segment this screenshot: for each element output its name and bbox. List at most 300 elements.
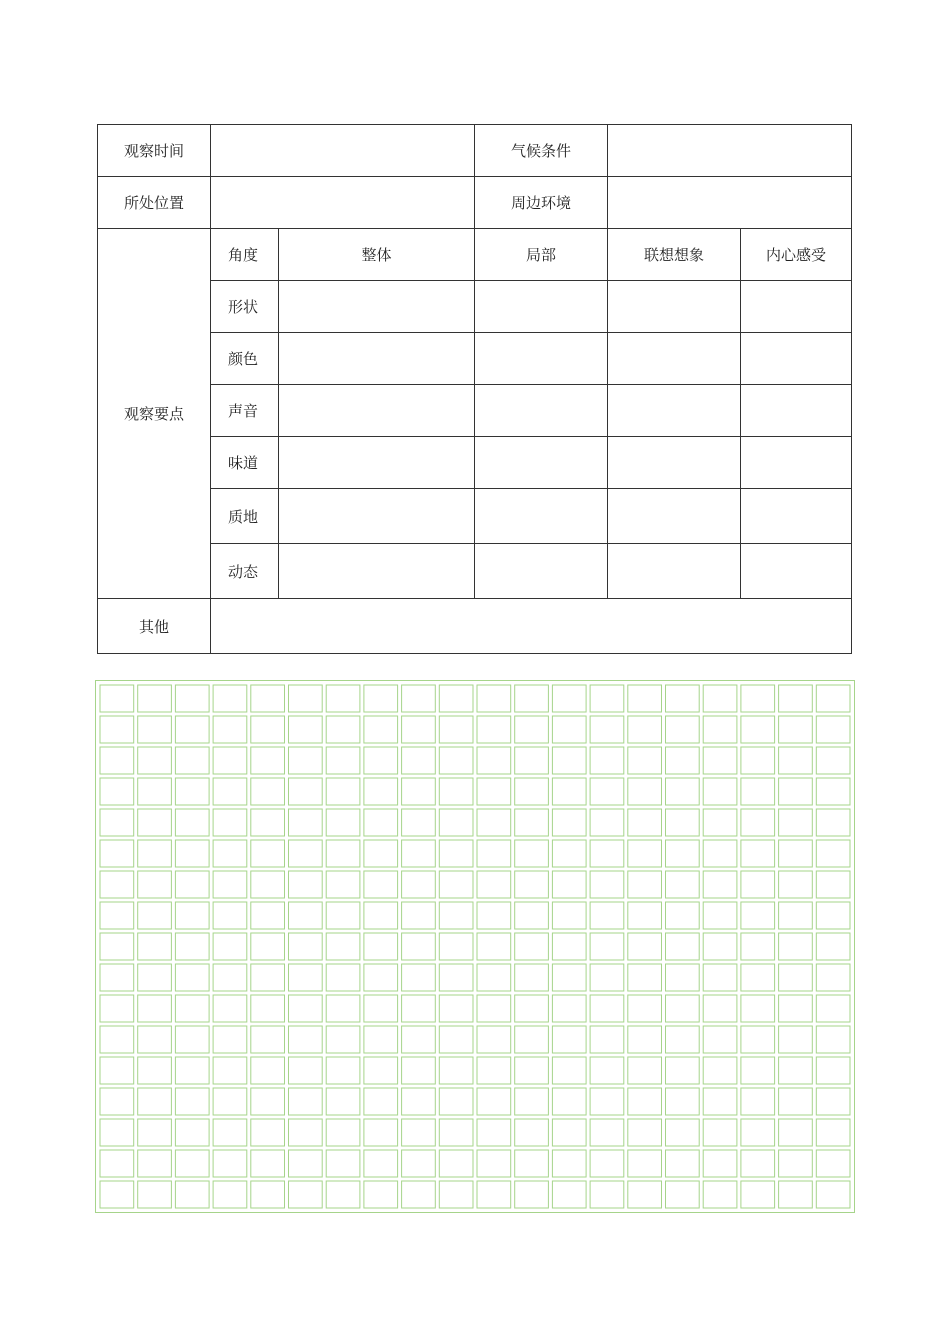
grid-cell — [741, 778, 775, 805]
grid-cell — [175, 1026, 209, 1053]
grid-cell — [213, 902, 247, 929]
writing-grid-paper[interactable] — [95, 680, 855, 1213]
grid-cell — [175, 933, 209, 960]
grid-cell — [213, 778, 247, 805]
grid-cell — [364, 1181, 398, 1208]
grid-cell — [251, 964, 285, 991]
grid-cell — [326, 1026, 360, 1053]
grid-cell — [402, 995, 436, 1022]
grid-cell — [175, 1057, 209, 1084]
grid-cell — [703, 871, 737, 898]
grid-cell — [703, 902, 737, 929]
grid-cell — [439, 1150, 473, 1177]
grid-cell — [439, 716, 473, 743]
grid-cell — [515, 995, 549, 1022]
grid-cell — [175, 995, 209, 1022]
motion-overall-cell[interactable] — [279, 544, 475, 599]
grid-cell — [138, 1181, 172, 1208]
color-label: 颜色 — [211, 333, 279, 385]
grid-cell — [289, 809, 323, 836]
grid-cell — [289, 778, 323, 805]
grid-cell — [326, 685, 360, 712]
grid-cell — [251, 747, 285, 774]
surroundings-field[interactable] — [608, 177, 852, 229]
grid-cell — [628, 1119, 662, 1146]
grid-cell — [138, 685, 172, 712]
other-field[interactable] — [211, 599, 852, 654]
grid-cell — [213, 1057, 247, 1084]
grid-cell — [816, 902, 850, 929]
grid-cell — [703, 933, 737, 960]
grid-cell — [364, 747, 398, 774]
grid-cell — [590, 809, 624, 836]
texture-imagination-cell[interactable] — [608, 489, 741, 544]
grid-cell — [703, 1026, 737, 1053]
grid-cell — [552, 995, 586, 1022]
grid-cell — [402, 1088, 436, 1115]
grid-cell — [402, 964, 436, 991]
grid-cell — [138, 1026, 172, 1053]
grid-cell — [779, 809, 813, 836]
grid-cell — [703, 1119, 737, 1146]
grid-cell — [213, 747, 247, 774]
grid-cell — [251, 778, 285, 805]
grid-cell — [741, 871, 775, 898]
grid-cell — [703, 747, 737, 774]
other-label: 其他 — [98, 599, 211, 654]
grid-cell — [628, 871, 662, 898]
grid-cell — [213, 964, 247, 991]
table-row — [98, 489, 852, 544]
grid-cell — [477, 995, 511, 1022]
grid-cell — [590, 1181, 624, 1208]
location-environment-row — [98, 177, 852, 229]
motion-feelings-cell[interactable] — [741, 544, 852, 599]
grid-cell — [439, 778, 473, 805]
grid-cell — [552, 809, 586, 836]
grid-cell — [175, 778, 209, 805]
grid-cell — [477, 1026, 511, 1053]
grid-cell — [213, 1026, 247, 1053]
grid-cell — [590, 995, 624, 1022]
grid-cell — [703, 716, 737, 743]
grid-cell — [515, 1181, 549, 1208]
grid-cell — [326, 1181, 360, 1208]
grid-cell — [289, 1026, 323, 1053]
grid-cell — [213, 1150, 247, 1177]
grid-cell — [175, 1119, 209, 1146]
grid-cell — [326, 995, 360, 1022]
grid-cell — [628, 1181, 662, 1208]
grid-cell — [590, 1057, 624, 1084]
grid-cell — [289, 716, 323, 743]
overall-header: 整体 — [279, 229, 475, 281]
grid-cell — [326, 1150, 360, 1177]
grid-cell — [175, 840, 209, 867]
grid-cell — [816, 778, 850, 805]
grid-cell — [779, 778, 813, 805]
grid-cell — [816, 685, 850, 712]
grid-cell — [251, 871, 285, 898]
location-label: 所处位置 — [98, 177, 211, 229]
taste-partial-cell[interactable] — [475, 437, 608, 489]
grid-cell — [213, 1119, 247, 1146]
grid-cell — [175, 685, 209, 712]
observation-record-table — [97, 124, 852, 654]
grid-cell — [138, 716, 172, 743]
grid-cell — [402, 685, 436, 712]
texture-label: 质地 — [211, 489, 279, 544]
grid-cell — [213, 933, 247, 960]
grid-cell — [703, 995, 737, 1022]
color-imagination-cell[interactable] — [608, 333, 741, 385]
grid-cell — [628, 809, 662, 836]
grid-cell — [816, 840, 850, 867]
grid-cell — [741, 902, 775, 929]
table-row — [98, 281, 852, 333]
grid-cell — [326, 871, 360, 898]
grid-cell — [175, 964, 209, 991]
taste-label: 味道 — [211, 437, 279, 489]
grid-cell — [289, 685, 323, 712]
angle-header: 角度 — [211, 229, 279, 281]
grid-cell — [100, 809, 134, 836]
shape-feelings-cell[interactable] — [741, 281, 852, 333]
grid-cell — [666, 840, 700, 867]
grid-cell — [515, 840, 549, 867]
grid-cell — [628, 716, 662, 743]
grid-cell — [175, 716, 209, 743]
grid-cell — [590, 685, 624, 712]
grid-cell — [703, 1150, 737, 1177]
grid-cell — [779, 747, 813, 774]
grid-cell — [741, 1119, 775, 1146]
motion-imagination-cell[interactable] — [608, 544, 741, 599]
sound-imagination-cell[interactable] — [608, 385, 741, 437]
grid-cell — [251, 1150, 285, 1177]
grid-cell — [100, 1057, 134, 1084]
grid-cell — [552, 871, 586, 898]
grid-cell — [703, 1088, 737, 1115]
grid-cell — [100, 902, 134, 929]
grid-cell — [779, 685, 813, 712]
grid-cell — [477, 778, 511, 805]
taste-feelings-cell[interactable] — [741, 437, 852, 489]
grid-cell — [816, 964, 850, 991]
grid-cell — [552, 685, 586, 712]
grid-cell — [816, 716, 850, 743]
grid-cell — [552, 716, 586, 743]
grid-cell — [552, 1119, 586, 1146]
grid-cell — [666, 1088, 700, 1115]
grid-cell — [590, 778, 624, 805]
grid-cell — [515, 964, 549, 991]
grid-cell — [439, 840, 473, 867]
grid-cell — [251, 933, 285, 960]
grid-cell — [552, 1150, 586, 1177]
grid-cell — [666, 964, 700, 991]
grid-cell — [590, 902, 624, 929]
observation-time-field[interactable] — [211, 125, 475, 177]
grid-cell — [138, 964, 172, 991]
grid-cell — [741, 685, 775, 712]
grid-cell — [439, 1026, 473, 1053]
grid-cell — [477, 1150, 511, 1177]
grid-cell — [741, 1088, 775, 1115]
grid-cell — [477, 871, 511, 898]
grid-cell — [402, 778, 436, 805]
grid-cell — [100, 933, 134, 960]
grid-cell — [289, 1088, 323, 1115]
writing-grid — [96, 681, 854, 1212]
grid-cell — [666, 1057, 700, 1084]
color-feelings-cell[interactable] — [741, 333, 852, 385]
grid-cell — [816, 871, 850, 898]
grid-cell — [666, 747, 700, 774]
grid-cell — [364, 778, 398, 805]
grid-cell — [402, 933, 436, 960]
grid-cell — [703, 964, 737, 991]
grid-cell — [100, 1150, 134, 1177]
grid-cell — [666, 995, 700, 1022]
grid-cell — [326, 1057, 360, 1084]
grid-cell — [364, 1088, 398, 1115]
grid-cell — [402, 716, 436, 743]
imagination-header: 联想想象 — [608, 229, 741, 281]
grid-cell — [439, 995, 473, 1022]
grid-cell — [816, 995, 850, 1022]
grid-cell — [590, 840, 624, 867]
grid-cell — [364, 1119, 398, 1146]
grid-cell — [402, 747, 436, 774]
grid-cell — [477, 840, 511, 867]
grid-cell — [816, 1119, 850, 1146]
grid-cell — [439, 902, 473, 929]
grid-cell — [477, 902, 511, 929]
grid-cell — [477, 716, 511, 743]
grid-cell — [100, 716, 134, 743]
grid-cell — [816, 747, 850, 774]
grid-cell — [364, 995, 398, 1022]
sound-partial-cell[interactable] — [475, 385, 608, 437]
sound-overall-cell[interactable] — [279, 385, 475, 437]
grid-cell — [213, 995, 247, 1022]
grid-cell — [515, 1119, 549, 1146]
grid-cell — [816, 809, 850, 836]
grid-cell — [477, 1119, 511, 1146]
texture-partial-cell[interactable] — [475, 489, 608, 544]
grid-cell — [741, 716, 775, 743]
grid-cell — [816, 1026, 850, 1053]
grid-cell — [816, 1088, 850, 1115]
grid-cell — [439, 685, 473, 712]
grid-cell — [213, 1181, 247, 1208]
grid-cell — [515, 902, 549, 929]
grid-cell — [628, 964, 662, 991]
grid-cell — [515, 1088, 549, 1115]
grid-cell — [779, 840, 813, 867]
grid-cell — [779, 1181, 813, 1208]
grid-cell — [402, 1119, 436, 1146]
grid-cell — [289, 1150, 323, 1177]
shape-imagination-cell[interactable] — [608, 281, 741, 333]
grid-cell — [515, 685, 549, 712]
shape-partial-cell[interactable] — [475, 281, 608, 333]
grid-cell — [552, 1181, 586, 1208]
grid-cell — [402, 840, 436, 867]
grid-cell — [666, 933, 700, 960]
grid-cell — [138, 840, 172, 867]
grid-cell — [515, 1150, 549, 1177]
grid-cell — [138, 809, 172, 836]
grid-cell — [666, 778, 700, 805]
grid-cell — [741, 840, 775, 867]
grid-cell — [213, 809, 247, 836]
grid-cell — [515, 871, 549, 898]
grid-cell — [515, 778, 549, 805]
grid-cell — [213, 1088, 247, 1115]
grid-cell — [477, 1057, 511, 1084]
motion-partial-cell[interactable] — [475, 544, 608, 599]
grid-cell — [741, 964, 775, 991]
climate-condition-label: 气候条件 — [475, 125, 608, 177]
motion-label: 动态 — [211, 544, 279, 599]
grid-cell — [402, 809, 436, 836]
grid-cell — [364, 840, 398, 867]
grid-cell — [213, 716, 247, 743]
grid-cell — [666, 1181, 700, 1208]
grid-cell — [364, 964, 398, 991]
table-row — [98, 385, 852, 437]
grid-cell — [175, 1088, 209, 1115]
grid-cell — [741, 995, 775, 1022]
grid-cell — [628, 902, 662, 929]
grid-cell — [552, 840, 586, 867]
grid-cell — [816, 1150, 850, 1177]
grid-cell — [477, 1088, 511, 1115]
grid-cell — [138, 871, 172, 898]
grid-cell — [816, 1057, 850, 1084]
color-partial-cell[interactable] — [475, 333, 608, 385]
grid-cell — [175, 747, 209, 774]
grid-cell — [477, 964, 511, 991]
table-row — [98, 333, 852, 385]
grid-cell — [779, 1150, 813, 1177]
grid-cell — [816, 933, 850, 960]
grid-cell — [666, 871, 700, 898]
grid-cell — [364, 716, 398, 743]
grid-cell — [138, 1057, 172, 1084]
grid-cell — [364, 1026, 398, 1053]
time-climate-row — [98, 125, 852, 177]
shape-overall-cell[interactable] — [279, 281, 475, 333]
grid-cell — [779, 1119, 813, 1146]
grid-cell — [138, 778, 172, 805]
grid-cell — [552, 964, 586, 991]
grid-cell — [251, 902, 285, 929]
taste-imagination-cell[interactable] — [608, 437, 741, 489]
texture-overall-cell[interactable] — [279, 489, 475, 544]
grid-cell — [251, 1088, 285, 1115]
color-overall-cell[interactable] — [279, 333, 475, 385]
grid-cell — [590, 933, 624, 960]
grid-cell — [779, 1088, 813, 1115]
taste-overall-cell[interactable] — [279, 437, 475, 489]
grid-cell — [439, 1119, 473, 1146]
grid-cell — [552, 933, 586, 960]
grid-cell — [628, 1088, 662, 1115]
grid-cell — [100, 1088, 134, 1115]
location-field[interactable] — [211, 177, 475, 229]
feelings-header: 内心感受 — [741, 229, 852, 281]
grid-cell — [628, 747, 662, 774]
grid-cell — [666, 685, 700, 712]
grid-cell — [364, 871, 398, 898]
grid-cell — [779, 871, 813, 898]
grid-cell — [590, 747, 624, 774]
grid-cell — [326, 716, 360, 743]
grid-cell — [251, 809, 285, 836]
grid-cell — [590, 716, 624, 743]
climate-condition-field[interactable] — [608, 125, 852, 177]
grid-cell — [666, 809, 700, 836]
grid-cell — [364, 1150, 398, 1177]
grid-cell — [741, 747, 775, 774]
grid-cell — [666, 716, 700, 743]
grid-cell — [326, 1088, 360, 1115]
grid-cell — [364, 902, 398, 929]
grid-cell — [590, 871, 624, 898]
grid-cell — [590, 1150, 624, 1177]
grid-cell — [402, 1181, 436, 1208]
grid-cell — [439, 964, 473, 991]
grid-cell — [741, 1026, 775, 1053]
grid-cell — [251, 995, 285, 1022]
grid-cell — [628, 685, 662, 712]
grid-cell — [628, 778, 662, 805]
grid-cell — [251, 1119, 285, 1146]
grid-cell — [364, 809, 398, 836]
grid-cell — [138, 902, 172, 929]
grid-cell — [402, 1150, 436, 1177]
grid-cell — [515, 933, 549, 960]
grid-cell — [552, 1026, 586, 1053]
grid-cell — [402, 871, 436, 898]
grid-cell — [515, 1026, 549, 1053]
grid-cell — [213, 840, 247, 867]
texture-feelings-cell[interactable] — [741, 489, 852, 544]
grid-cell — [477, 809, 511, 836]
grid-cell — [326, 809, 360, 836]
grid-cell — [326, 902, 360, 929]
grid-cell — [779, 716, 813, 743]
grid-cell — [100, 1119, 134, 1146]
grid-cell — [439, 871, 473, 898]
grid-cell — [552, 747, 586, 774]
grid-cell — [439, 1088, 473, 1115]
grid-cell — [251, 840, 285, 867]
grid-cell — [289, 747, 323, 774]
grid-cell — [289, 995, 323, 1022]
grid-cell — [666, 902, 700, 929]
grid-cell — [100, 747, 134, 774]
grid-cell — [175, 1150, 209, 1177]
grid-cell — [289, 871, 323, 898]
sound-feelings-cell[interactable] — [741, 385, 852, 437]
grid-cell — [703, 1181, 737, 1208]
other-row — [98, 599, 852, 654]
grid-cell — [402, 1057, 436, 1084]
